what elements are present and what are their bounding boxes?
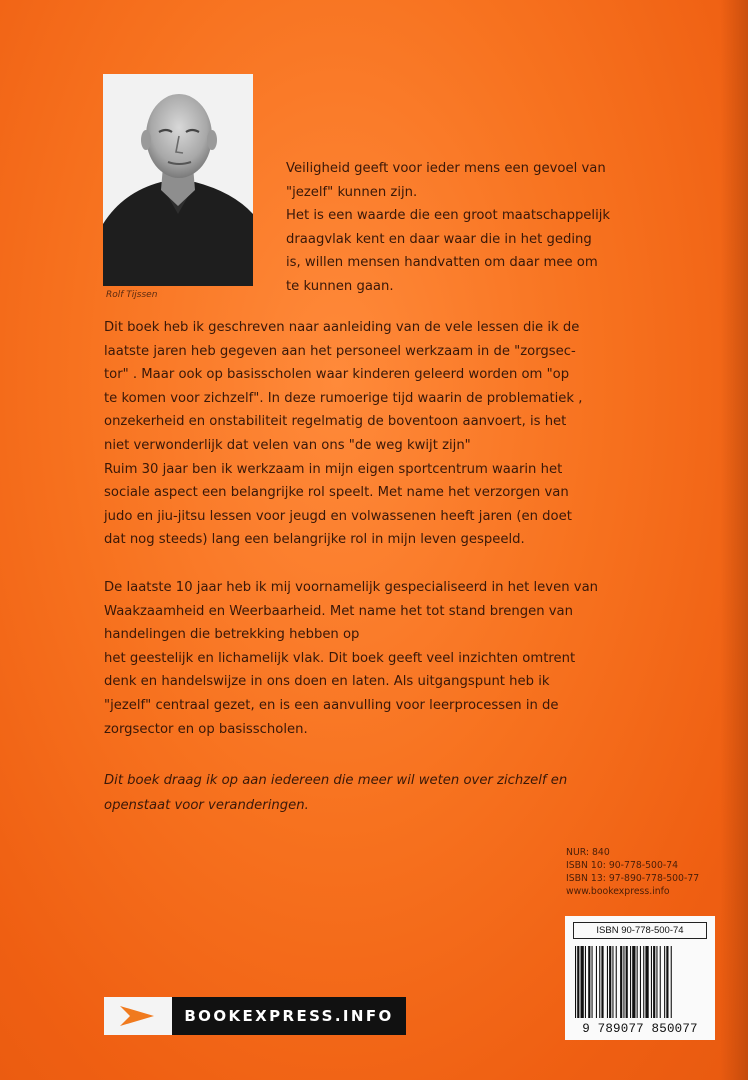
dedication-line: openstaat voor veranderingen. [104,798,309,813]
body-line: Waakzaamheid en Weerbaarheid. Met name het tot stand brengen van [104,603,573,619]
logo-wordmark: BOOKEXPRESS.INFO [172,997,406,1035]
barcode-bar [596,946,597,1018]
publication-meta [566,846,716,898]
body-line: "jezelf" centraal gezet, en is een aanvulling voor leerprocessen in de [104,697,559,713]
barcode-bar [585,946,586,1018]
barcode-bar [656,946,657,1018]
body-line: sociale aspect een belangrijke rol speelt. Met name het verzorgen van [104,485,569,501]
publisher-logo [104,997,406,1035]
barcode-bar [599,946,600,1018]
intro-line: Het is een waarde die een groot maatschappelijk [286,208,611,223]
intro-paragraph [286,157,716,298]
barcode-bar [653,946,655,1018]
photo-caption: Rolf Tijssen [106,290,158,300]
barcode-bar [632,946,635,1018]
author-photo [103,74,253,286]
barcode-bar [671,946,672,1018]
barcode-bar [640,946,641,1018]
intro-line: draagvlak kent en daar waar die in het geding [286,231,592,247]
barcode-bar [581,946,584,1018]
body-line: Ruim 30 jaar ben ik werkzaam in mijn eigen sportcentrum waarin het [104,461,563,477]
body-line: het geestelijk en lichamelijk vlak. Dit boek geeft veel inzichten omtrent [104,650,576,666]
barcode-bar [609,946,611,1018]
spine-shadow [720,0,748,1080]
body-line: judo en jiu-jitsu lessen voor jeugd en volwassenen heeft jaren (en doet [104,508,572,524]
body-line: niet verwonderlijk dat velen van ons "de weg kwijt zijn" [104,437,471,453]
barcode-bar [645,946,648,1018]
logo-mark [104,997,172,1035]
body-line: tor" . Maar ook op basisscholen waar kinderen geleerd worden om "op [104,367,570,383]
barcode-icon [573,946,707,1020]
arrow-chevron-icon [114,1004,162,1028]
body-line: te komen voor zichzelf". In deze rumoerige tijd waarin de problematiek , [104,390,583,406]
barcode-bar [612,946,613,1018]
barcode-bar [616,946,617,1018]
barcode-bar [577,946,579,1018]
body-line: denk en handelswijze in ons doen en laten. Als uitgangspunt heb ik [104,674,550,690]
isbn-10: ISBN 10: 90-778-500-74 [566,860,679,871]
body-line: zorgsector en op basisscholen. [104,721,308,737]
body-line: Dit boek heb ik geschreven naar aanleiding van de vele lessen die ik de [104,320,580,335]
barcode-bar [664,946,665,1018]
nur-code: NUR: 840 [566,847,610,858]
barcode-bar [637,946,638,1018]
barcode-bar [660,946,661,1018]
body-paragraph-1 [104,316,724,552]
barcode-bar [623,946,624,1018]
barcode-bar [588,946,590,1018]
barcode-bar [601,946,603,1018]
intro-line: is, willen mensen handvatten om daar mee om [286,255,598,270]
barcode-isbn: ISBN 90-778-500-74 [573,922,707,939]
body-line: onzekerheid en onstabiliteit regelmatig de boventoon aanvoert, is het [104,414,567,430]
body-paragraph-2 [104,576,724,741]
body-line: De laatste 10 jaar heb ik mij voornamelijk gespecialiseerd in het leven van [104,580,599,595]
author-portrait-image [103,74,253,286]
body-line: handelingen die betrekking hebben op [104,627,360,643]
barcode-bar [607,946,608,1018]
barcode-bar [620,946,622,1018]
barcode-bar [575,946,576,1018]
intro-line: te kunnen gaan. [286,278,394,294]
barcode-bar [592,946,593,1018]
barcode-bar [630,946,631,1018]
barcode-bar [643,946,644,1018]
publisher-website: www.bookexpress.info [566,886,670,897]
intro-line: Veiligheid geeft voor ieder mens een gevoel van [286,161,606,176]
isbn-13: ISBN 13: 97-890-778-500-77 [566,873,700,884]
barcode-bar [626,946,628,1018]
body-line: laatste jaren heb gegeven aan het personeel werkzaam in de "zorgsec- [104,343,576,359]
barcode-label [565,916,715,1040]
barcode-bar [666,946,668,1018]
barcode-bar [651,946,652,1018]
dedication [104,768,724,818]
barcode-digits: 9 789077 850077 [582,1022,698,1036]
body-line: dat nog steeds) lang een belangrijke rol in mijn leven gespeeld. [104,532,525,548]
intro-line: "jezelf" kunnen zijn. [286,184,418,200]
dedication-line: Dit boek draag ik op aan iedereen die meer wil weten over zichzelf en [104,773,568,788]
